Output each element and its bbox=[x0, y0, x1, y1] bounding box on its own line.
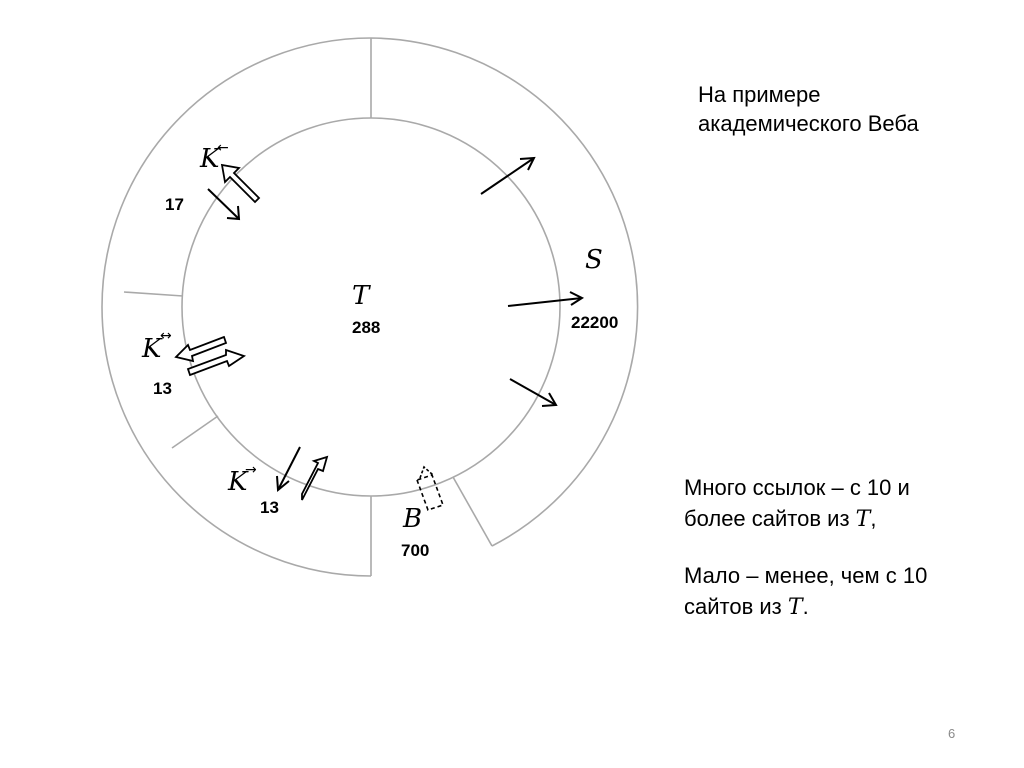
note-few-t-symbol: T bbox=[787, 595, 803, 620]
note-few-links bbox=[684, 560, 1004, 623]
k-bi-arrow-sup: ↔ bbox=[160, 328, 172, 344]
slide-title bbox=[698, 80, 998, 138]
k-out-label: K bbox=[228, 467, 248, 497]
b-label: B bbox=[403, 504, 423, 534]
title-line-1: На примере bbox=[698, 82, 821, 107]
separator-b-s bbox=[453, 477, 492, 546]
k-out-count: 13 bbox=[260, 498, 279, 517]
note-many-line-2-prefix: более сайтов из bbox=[684, 506, 856, 531]
s-region-boundary bbox=[371, 38, 638, 546]
k-out-arrow-sup: → bbox=[245, 462, 257, 478]
note-few-line-2-prefix: сайтов из bbox=[684, 594, 788, 619]
separator-kbi-kout bbox=[172, 416, 218, 448]
inner-circle-t bbox=[182, 118, 560, 496]
title-line-2: академического Веба bbox=[698, 111, 919, 136]
s-label: S bbox=[585, 245, 603, 275]
separator-kin-kbi bbox=[124, 292, 183, 296]
arrow-t-to-s-middle bbox=[508, 292, 582, 306]
hollow-arrow-k-out-to-t bbox=[302, 457, 327, 500]
b-count: 700 bbox=[401, 541, 430, 560]
k-in-label: K bbox=[200, 144, 220, 174]
note-many-line-2-suffix: , bbox=[870, 506, 877, 531]
page-number: 6 bbox=[948, 726, 956, 741]
arrow-t-to-s-upper bbox=[481, 158, 534, 194]
k-in-arrow-sup: ← bbox=[217, 140, 229, 156]
k-bi-label: K bbox=[142, 334, 162, 364]
t-count: 288 bbox=[352, 318, 381, 337]
note-many-links bbox=[684, 472, 1004, 535]
arrow-t-to-k-out bbox=[277, 447, 300, 490]
arrow-t-to-s-lower bbox=[510, 379, 556, 406]
note-many-line-1: Много ссылок – с 10 и bbox=[684, 475, 910, 500]
note-few-line-2-suffix: . bbox=[802, 594, 809, 619]
note-few-line-1: Мало – менее, чем с 10 bbox=[684, 563, 928, 588]
note-many-t-symbol: T bbox=[855, 507, 871, 532]
k-in-count: 17 bbox=[165, 195, 184, 214]
s-count: 22200 bbox=[571, 313, 619, 332]
t-label: T bbox=[352, 281, 370, 311]
k-bi-count: 13 bbox=[153, 379, 172, 398]
